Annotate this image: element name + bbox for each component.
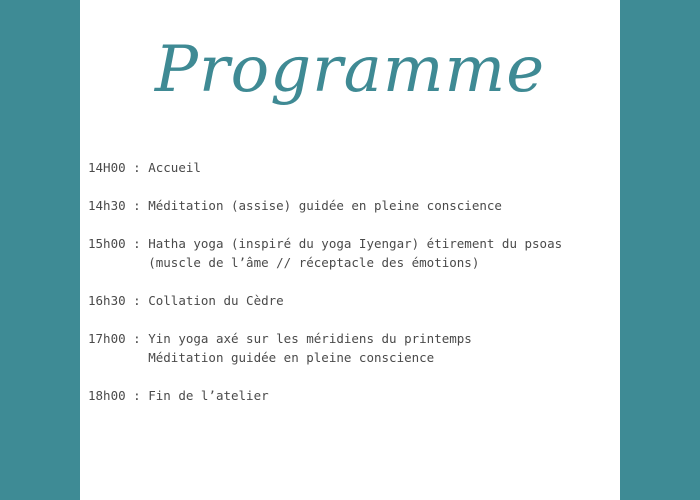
program-card: [80, 0, 620, 500]
time-separator: :: [125, 236, 149, 251]
description-line: Hatha yoga (inspiré du yoga Iyengar) étirement du psoas: [148, 236, 563, 251]
schedule-description: [148, 329, 613, 367]
time-separator: :: [125, 198, 149, 213]
schedule-description: [148, 158, 613, 177]
description-line: Méditation (assise) guidée en pleine conscience: [148, 198, 502, 213]
schedule-time: 16h30: [88, 293, 126, 308]
schedule-item: [88, 234, 613, 272]
page-title: Programme: [154, 33, 546, 107]
schedule-time: 15h00: [88, 236, 126, 251]
schedule-time: 14H00: [88, 160, 126, 175]
description-line: Accueil: [148, 160, 201, 175]
schedule-list: [88, 158, 613, 424]
schedule-description: [148, 234, 613, 272]
schedule-time: 18h00: [88, 388, 126, 403]
description-line: Yin yoga axé sur les méridiens du printemps: [148, 331, 472, 346]
schedule-description: [148, 386, 613, 405]
description-line: (muscle de l’âme // réceptacle des émotions): [148, 255, 480, 270]
time-separator: :: [125, 388, 149, 403]
schedule-description: [148, 291, 613, 310]
schedule-item: [88, 329, 613, 367]
time-separator: :: [125, 293, 149, 308]
time-separator: :: [125, 331, 149, 346]
schedule-time: 14h30: [88, 198, 126, 213]
schedule-item: [88, 291, 613, 310]
schedule-item: [88, 196, 613, 215]
schedule-item: [88, 158, 613, 177]
description-line: Méditation guidée en pleine conscience: [148, 350, 435, 365]
time-separator: :: [125, 160, 149, 175]
schedule-description: [148, 196, 613, 215]
schedule-time: 17h00: [88, 331, 126, 346]
description-line: Collation du Cèdre: [148, 293, 284, 308]
description-line: Fin de l’atelier: [148, 388, 269, 403]
schedule-item: [88, 386, 613, 405]
